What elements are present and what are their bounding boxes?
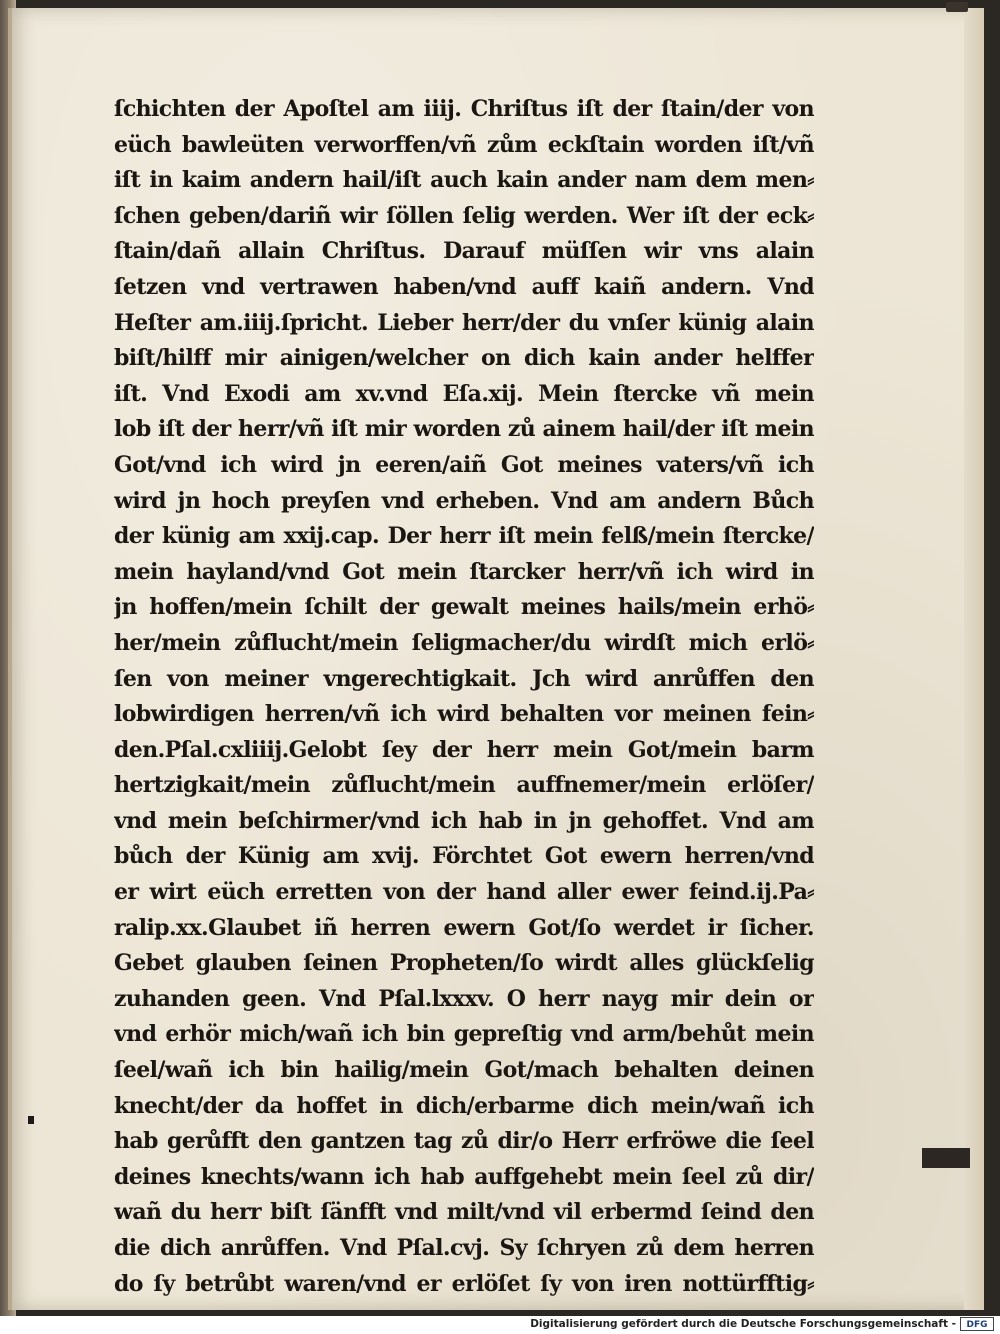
margin-tick-mark: [28, 1116, 34, 1124]
text-line: eüch bawleüten verworffen/vñ zům eckſtain worden iſt/vñ: [114, 131, 814, 158]
text-line: vnd erhör mich/wañ ich bin gepreſtig vnd arm/behůt mein: [114, 1021, 814, 1048]
footer-credit: Digitalisierung gefördert durch die Deutsche Forschungsgemeinschaft -: [530, 1318, 956, 1330]
text-line: er wirt eüch erretten von der hand aller ewer feind.ij.Pa⸗: [114, 879, 814, 906]
page-fore-edge: [964, 8, 982, 1310]
text-line: deines knechts/wann ich hab auffgehebt mein ſeel zů dir/: [114, 1163, 814, 1190]
gutter-edge: [8, 8, 12, 1310]
text-line: lob iſt der herr/vñ iſt mir worden zů ainem hail/der iſt mein: [114, 416, 814, 443]
text-line: wañ du herr biſt ſänfft vnd milt/vnd vil erbermd ſeind den: [114, 1199, 814, 1226]
text-line: biſt/hilff mir ainigen/welcher on dich kain ander helffer: [114, 345, 814, 372]
text-line: Heſter am.iiij.ſpricht. Lieber herr/der du vnſer künig alain: [114, 309, 814, 336]
edge-tab-marker: [922, 1148, 970, 1168]
text-line: mein hayland/vnd Got mein ſtarcker herr/vñ ich wird in: [114, 558, 814, 585]
dfg-logo: DFG: [960, 1317, 994, 1331]
text-line: ſtain/dañ allain Chriſtus. Darauf müſſen wir vns alain: [114, 238, 814, 265]
text-line: iſt. Vnd Exodi am xv.vnd Eſa.xij. Mein ſtercke vñ mein: [114, 380, 814, 407]
text-line: knecht/der da hoffet in dich/erbarme dich mein/wañ ich: [114, 1092, 814, 1119]
text-line: her/mein zůflucht/mein ſeligmacher/du wirdſt mich erlö⸗: [114, 629, 814, 656]
text-line: jn hoffen/mein ſchilt der gewalt meines hails/mein erhö⸗: [114, 594, 814, 621]
text-line: ſeel/wañ ich bin hailig/mein Got/mach behalten deinen: [114, 1057, 814, 1084]
text-line: iſt in kaim andern hail/iſt auch kain ander nam dem men⸗: [114, 167, 814, 194]
body-text: [114, 92, 814, 1302]
text-line: ſen von meiner vngerechtigkait. Jch wird anrůffen den: [114, 665, 814, 692]
text-line: hertzigkait/mein zůflucht/mein auffnemer/mein erlöſer/: [114, 772, 814, 799]
text-line: den.Pſal.cxliiij.Gelobt ſey der herr mein Got/mein barm: [114, 736, 814, 763]
text-line: ralip.xx.Glaubet iñ herren ewern Got/ſo werdet ir ſicher.: [114, 914, 814, 941]
text-line: Gebet glauben ſeinen Propheten/ſo wirdt alles glückſelig: [114, 950, 814, 977]
text-line: ſchichten der Apoſtel am iiij. Chriſtus iſt der ſtain/der von: [114, 96, 814, 122]
text-line: der künig am xxij.cap. Der herr iſt mein felß/mein ſtercke/: [114, 523, 814, 550]
text-line: bůch der Künig am xvij. Förchtet Got ewern herren/vnd: [114, 843, 814, 870]
scanned-page: [8, 8, 984, 1310]
corner-mark: [946, 2, 968, 12]
text-line: vnd mein beſchirmer/vnd ich hab in jn gehoffet. Vnd am: [114, 807, 814, 834]
text-line: do ſy betrůbt waren/vnd er erlöſet ſy von iren nottürfftig⸗: [114, 1270, 814, 1297]
text-line: lobwirdigen herren/vñ ich wird behalten vor meinen fein⸗: [114, 701, 814, 728]
text-line: Got/vnd ich wird jn eeren/aiñ Got meines vaters/vñ ich: [114, 451, 814, 478]
text-line: die dich anrůffen. Vnd Pſal.cvj. Sy ſchryen zů dem herren: [114, 1235, 814, 1261]
text-line: wird jn hoch preyſen vnd erheben. Vnd am andern Bůch: [114, 487, 814, 514]
text-line: zuhanden geen. Vnd Pſal.lxxxv. O herr nayg mir dein or: [114, 985, 814, 1012]
text-line: hab gerůfft den gantzen tag zů dir/o Herr erfröwe die ſeel: [114, 1128, 814, 1155]
text-line: ſetzen vnd vertrawen haben/vnd auff kaiñ andern. Vnd: [114, 273, 814, 300]
text-line: ſchen geben/dariñ wir ſöllen ſelig werden. Wer iſt der eck⸗: [114, 202, 814, 229]
